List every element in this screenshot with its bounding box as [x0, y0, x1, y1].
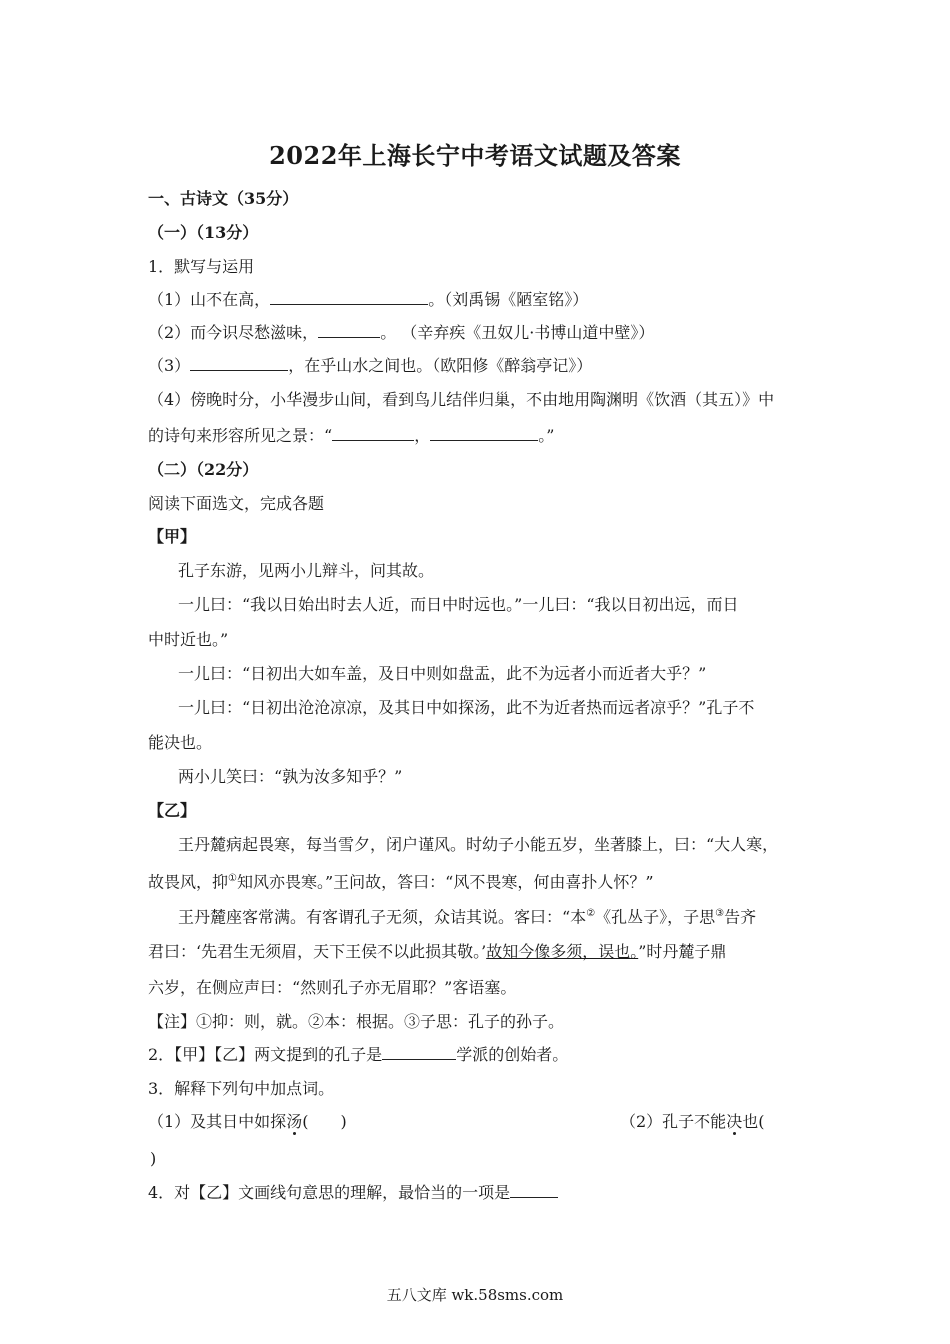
answer-blank: [510, 1183, 558, 1198]
passage-line: 中时近也。”: [148, 630, 229, 649]
passage-line: 故畏风，抑①知风亦畏寒。”王问故，答曰：“风不畏寒，何由喜扑人怀？”: [148, 872, 654, 892]
footer-watermark: 五八文库 wk.58sms.com: [386, 1286, 564, 1304]
question-1-4-cont: 的诗句来形容所见之景：“ ， 。”: [148, 426, 555, 445]
underlined-sentence: 故知今像多须，误也。: [486, 942, 639, 961]
passage-line: 两小儿笑曰：“孰为汝多知乎？”: [178, 767, 403, 786]
passage-line: 一儿曰：“日初出大如车盖，及日中则如盘盂，此不为远者小而近者大乎？”: [178, 664, 707, 683]
passage-line: 王丹麓座客常满。有客谓孔子无须，众诘其说。客曰：“本②《孔丛子》，子思③告齐: [178, 907, 757, 927]
passage-line: 一儿曰：“日初出沧沧凉凉，及其日中如探汤，此不为近者热而远者凉乎？”孔子不: [178, 698, 755, 717]
reading-instruction: 阅读下面选文，完成各题: [148, 494, 325, 513]
part-heading: （二）（22分）: [148, 460, 259, 479]
page-title: 2022年上海长宁中考语文试题及答案: [269, 141, 681, 170]
question-1: 1．默写与运用: [148, 257, 255, 276]
question-3-2-cont: ): [150, 1149, 157, 1168]
answer-blank: [318, 323, 380, 338]
dotted-character: 决: [726, 1112, 743, 1131]
question-3: 3．解释下列句中加点词。: [148, 1079, 335, 1098]
passage-line: 能决也。: [148, 733, 213, 752]
question-3-2: （2）孔子不能决也(: [620, 1112, 765, 1131]
question-3-1: （1）及其日中如探汤( ): [148, 1112, 347, 1131]
question-1-2: （2）而今识尽愁滋味， 。 （辛弃疾《丑奴儿·书博山道中壁》）: [148, 323, 655, 342]
passage-line: 孔子东游，见两小儿辩斗，问其故。: [178, 561, 435, 580]
question-1-4: （4）傍晚时分，小华漫步山间，看到鸟儿结伴归巢，不由地用陶渊明《饮酒（其五）》中: [148, 390, 775, 409]
question-1-3: （3） ，在乎山水之间也。（欧阳修《醉翁亭记》）: [148, 356, 593, 375]
answer-blank: [430, 426, 538, 441]
passage-label-yi: 【乙】: [148, 801, 197, 820]
footnote-marker: ②: [586, 908, 596, 919]
annotation-note: 【注】①抑：则，就。②本：根据。③子思：孔子的孙子。: [148, 1012, 565, 1031]
passage-line: 王丹麓病起畏寒，每当雪夕，闭户谨风。时幼子小能五岁，坐著膝上，曰：“大人寒，: [178, 835, 779, 854]
answer-blank: [190, 356, 288, 371]
question-2: 2．【甲】【乙】两文提到的孔子是 学派的创始者。: [148, 1045, 569, 1064]
footnote-marker: ①: [228, 873, 237, 884]
passage-label-jia: 【甲】: [148, 527, 197, 546]
answer-blank: [382, 1045, 456, 1060]
question-4: 4．对【乙】文画线句意思的理解，最恰当的一项是: [148, 1183, 818, 1203]
passage-line: 君曰：‘先君生无须眉，天下王侯不以此损其敬。’故知今像多须，误也。”时丹麓子鼎: [148, 942, 727, 961]
dotted-character: 汤: [286, 1112, 303, 1131]
footnote-marker: ③: [715, 908, 725, 919]
question-1-1: （1）山不在高， 。（刘禹锡《陋室铭》）: [148, 290, 589, 309]
answer-blank: [270, 290, 428, 305]
passage-line: 六岁，在侧应声曰：“然则孔子亦无眉耶？”客语塞。: [148, 978, 517, 997]
answer-blank: [332, 426, 414, 441]
part-heading: （一）（13分）: [148, 223, 259, 242]
passage-line: 一儿曰：“我以日始出时去人近，而日中时远也。”一儿曰：“我以日初出远，而日: [178, 595, 739, 614]
section-heading: 一、古诗文（35分）: [148, 189, 299, 208]
